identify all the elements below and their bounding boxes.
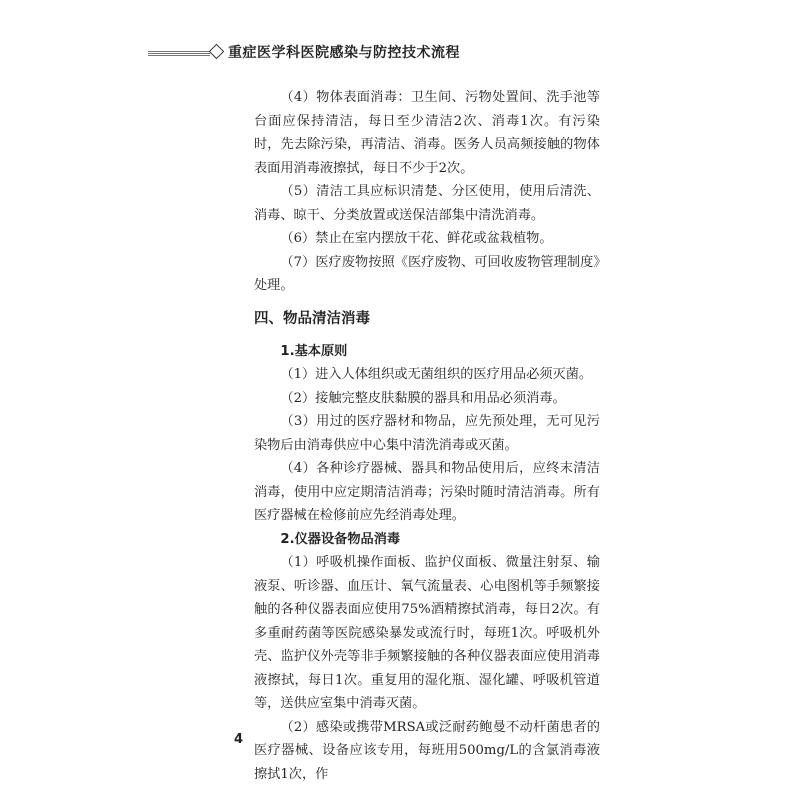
page-number: 4: [234, 732, 244, 747]
header-rule: [148, 51, 210, 56]
paragraph: （6）禁止在室内摆放干花、鲜花或盆栽植物。: [280, 231, 553, 246]
paragraph: （4）各种诊疗器械、器具和物品使用后，应终末清洁消毒，使用中应定期清洁消毒；污染时随时清洁消毒。所有医疗器械在检修前应先经消毒处理。: [254, 461, 600, 523]
paragraph: （7）医疗废物按照《医疗废物、可回收废物管理制度》处理。: [254, 254, 600, 293]
paragraph: （2）接触完整皮肤黏膜的器具和用品必须消毒。: [280, 390, 566, 406]
diamond-icon: [209, 44, 225, 60]
paragraph: （4）物体表面消毒：卫生间、污物处置间、洗手池等台面应保持清洁，每日至少清洁2次、消毒1次。有污染时，先去除污染，再清洁、消毒。医务人员高频接触的物体表面用消毒液擦拭，每日不少于2次。: [254, 90, 600, 176]
subsection-heading: 1.基本原则: [280, 343, 348, 359]
header-title: 重症医学科医院感染与防控技术流程: [228, 45, 460, 61]
paragraph: （3）用过的医疗器材和物品，应先预处理，无可见污染物后由消毒供应中心集中清洗消毒或灭菌。: [254, 414, 600, 453]
section-heading: 四、物品清洁消毒: [254, 310, 370, 327]
running-header: [148, 40, 600, 64]
paragraph: （1）呼吸机操作面板、监护仪面板、微量注射泵、输液泵、听诊器、血压计、氧气流量表、心电图机等手频繁接触的各种仪器表面应使用75%酒精擦拭消毒，每日2次。有多重耐药菌等医院感染暴发或流行时，每班1次。呼吸机外壳、监护仪外壳等非手频繁接触的各种仪器表面应使用消毒液擦拭，每日1次。重复用的湿化瓶、湿化罐、呼吸机管道等，送供应室集中消毒灭菌。: [254, 555, 600, 711]
paragraph: （2）感染或携带MRSA或泛耐药鲍曼不动杆菌患者的医疗器械、设备应该专用，每班用500mg/L的含氯消毒液擦拭1次，作: [254, 719, 600, 782]
page-body: [254, 86, 600, 786]
subsection-heading: 2.仪器设备物品消毒: [280, 531, 401, 547]
paragraph: （1）进入人体组织或无菌组织的医疗用品必须灭菌。: [280, 367, 593, 382]
paragraph: （5）清洁工具应标识清楚、分区使用，使用后清洗、消毒、晾干、分类放置或送保洁部集中清洗消毒。: [254, 184, 600, 223]
